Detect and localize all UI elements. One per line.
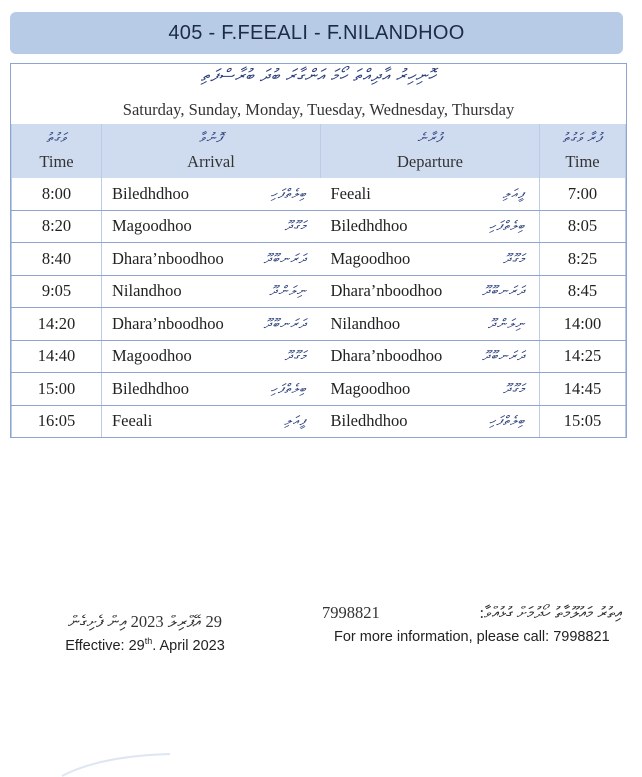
- departure-time: 14:00: [540, 308, 626, 341]
- departure-place: Magoodhoo: [330, 378, 411, 398]
- header-arrival: [102, 124, 321, 178]
- arrival-time: 8:00: [12, 178, 102, 210]
- departure-place-dv: ދަރަނބޫދޫ: [482, 348, 525, 364]
- arrival-place-dv: ދަރަނބޫދޫ: [263, 250, 307, 266]
- arrival-place-dv: ދަރަނބޫދޫ: [263, 315, 307, 331]
- contact-info-dv-line: [322, 603, 622, 623]
- table-row: [12, 243, 626, 276]
- header-arrival-dv: ފޮނުވާ: [199, 130, 223, 145]
- arrival-place: Dhara’nboodhoo: [112, 248, 224, 268]
- schedule-table: [11, 124, 626, 437]
- schedule-header-row: [12, 124, 626, 178]
- effective-date-prefix: Effective: 29: [65, 637, 145, 654]
- arrival-place-cell: [102, 243, 321, 276]
- arrival-place-dv: ބިލެތްފަހި: [270, 380, 307, 396]
- route-title-bar: [10, 12, 623, 54]
- departure-place-cell: [321, 340, 540, 373]
- contact-phone-number: 7998821: [322, 603, 380, 622]
- header-departure-time: [540, 124, 626, 178]
- departure-place: Nilandhoo: [330, 313, 401, 333]
- arrival-place-cell: [102, 178, 321, 210]
- header-arrival-time: [12, 124, 102, 178]
- table-row: [12, 210, 626, 243]
- arrival-place: Magoodhoo: [112, 216, 192, 236]
- arrival-time: 8:20: [12, 210, 102, 243]
- arrival-place-dv: ނިލަންދޫ: [269, 283, 307, 299]
- departure-place-cell: [321, 210, 540, 243]
- effective-date-block: [30, 612, 260, 654]
- departure-place: Dhara’nboodhoo: [330, 346, 443, 366]
- arrival-place-cell: [102, 373, 321, 406]
- header-departure-en: Departure: [397, 152, 463, 171]
- departure-place-dv: ބިލެތްފަހި: [489, 413, 525, 429]
- departure-place: Biledhdhoo: [330, 411, 408, 431]
- header-departure: [321, 124, 540, 178]
- departure-place-dv: ދަރަނބޫދޫ: [482, 283, 525, 299]
- effective-date-sup: th: [144, 636, 153, 646]
- timetable-panel: [10, 63, 627, 438]
- departure-place: Dhara’nboodhoo: [330, 281, 443, 301]
- header-departure-time-dv: ފުރާ ވަގުތު: [562, 130, 603, 145]
- arrival-place: Magoodhoo: [112, 346, 192, 366]
- table-row: [12, 275, 626, 308]
- departure-time: 15:05: [540, 405, 626, 437]
- arrival-time: 16:05: [12, 405, 102, 437]
- arrival-time: 8:40: [12, 243, 102, 276]
- arrival-place-cell: [102, 340, 321, 373]
- header-arrival-time-dv: ވަގުތު: [46, 130, 67, 145]
- departure-place: Biledhdhoo: [330, 216, 408, 236]
- departure-place-cell: [321, 405, 540, 437]
- departure-place-cell: [321, 373, 540, 406]
- arrival-place-dv: މަގޫދޫ: [284, 218, 307, 234]
- departure-place-cell: [321, 243, 540, 276]
- departure-time: 7:00: [540, 178, 626, 210]
- arrival-time: 9:05: [12, 275, 102, 308]
- table-row: [12, 405, 626, 437]
- arrival-place-dv: ފީއަލި: [284, 413, 307, 429]
- arrival-place-cell: [102, 308, 321, 341]
- table-row: [12, 340, 626, 373]
- arrival-place-dv: މަގޫދޫ: [284, 348, 307, 364]
- departure-time: 14:45: [540, 373, 626, 406]
- effective-date-suffix: . April 2023: [152, 637, 225, 654]
- contact-info-block: [322, 603, 622, 645]
- departure-time: 8:25: [540, 243, 626, 276]
- arrival-place: Nilandhoo: [112, 281, 182, 301]
- departure-place-dv: ފީއަލި: [502, 185, 525, 201]
- departure-place-dv: މަގޫދޫ: [503, 250, 525, 266]
- header-departure-time-en: Time: [565, 152, 600, 171]
- contact-info-dv: އިތުރު މައުލޫމާތު ހޯދުމަށް ގުޅުއްވާ:: [479, 603, 622, 622]
- operating-days: [11, 64, 626, 124]
- departure-place-cell: [321, 275, 540, 308]
- arrival-place-cell: [102, 210, 321, 243]
- route-title: 405 - F.FEEALI - F.NILANDHOO: [168, 21, 465, 44]
- operating-days-english: Saturday, Sunday, Monday, Tuesday, Wednesday, Thursday: [122, 100, 515, 119]
- header-arrival-time-en: Time: [39, 152, 74, 171]
- departure-place-cell: [321, 308, 540, 341]
- departure-place-dv: މަގޫދޫ: [503, 380, 525, 396]
- departure-time: 8:45: [540, 275, 626, 308]
- table-row: [12, 373, 626, 406]
- arrival-place-dv: ބިލެތްފަހި: [270, 185, 307, 201]
- arrival-place: Biledhdhoo: [112, 183, 189, 203]
- decorative-swoosh-icon: [60, 752, 180, 777]
- header-departure-dv: ފުރާނެ: [417, 130, 443, 145]
- departure-time: 14:25: [540, 340, 626, 373]
- arrival-place: Feeali: [112, 411, 153, 431]
- arrival-place-cell: [102, 275, 321, 308]
- effective-date-en: [30, 636, 260, 654]
- table-row: [12, 308, 626, 341]
- departure-place-dv: ބިލެތްފަހި: [489, 218, 525, 234]
- departure-place-cell: [321, 178, 540, 210]
- arrival-place: Dhara’nboodhoo: [112, 313, 224, 333]
- arrival-time: 15:00: [12, 373, 102, 406]
- effective-date-dv: 29 އޭޕްރިލް 2023 އިން ފެށިގެން: [68, 612, 222, 631]
- arrival-time: 14:40: [12, 340, 102, 373]
- header-arrival-en: Arrival: [187, 152, 235, 171]
- arrival-place: Biledhdhoo: [112, 378, 189, 398]
- departure-place: Feeali: [330, 183, 371, 203]
- departure-place: Magoodhoo: [330, 248, 411, 268]
- arrival-time: 14:20: [12, 308, 102, 341]
- arrival-place-cell: [102, 405, 321, 437]
- departure-time: 8:05: [540, 210, 626, 243]
- operating-days-thaana: ހޮނިހިރު އާދިއްތަ ހޯމަ އަންގާރަ ބުދަ ބުރާސްފަތި: [200, 66, 437, 85]
- contact-info-en: For more information, please call: 7998821: [334, 629, 610, 645]
- departure-place-dv: ނިލަންދޫ: [487, 315, 525, 331]
- table-row: [12, 178, 626, 210]
